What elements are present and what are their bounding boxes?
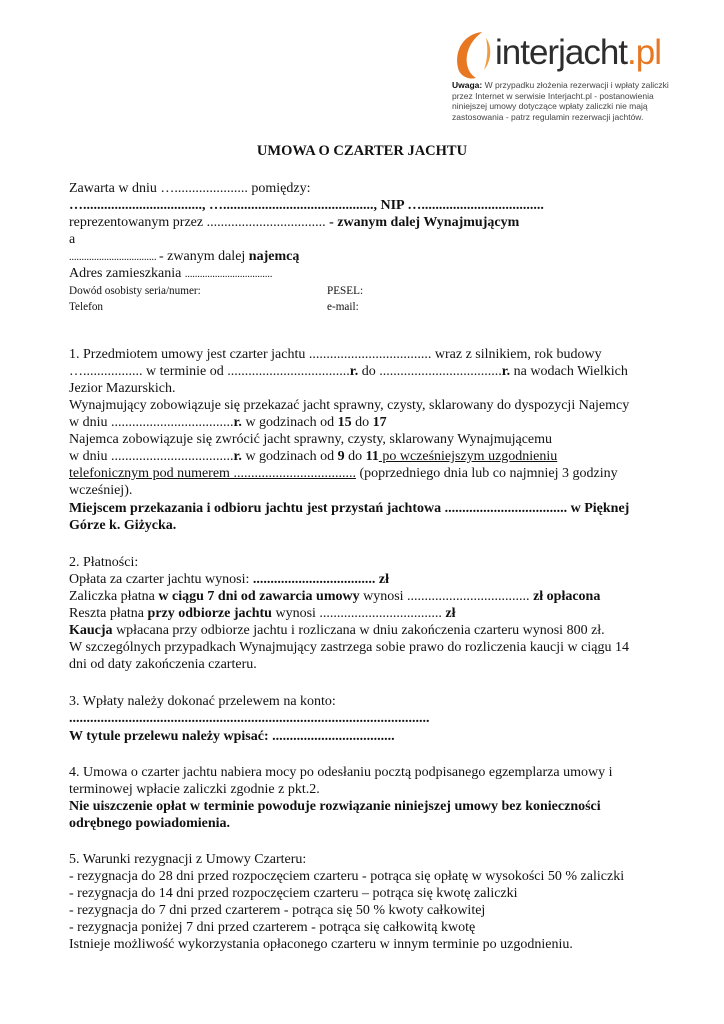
s1-line-5: w dniu ...................................r. w godzinach od 15 do 17 [69, 415, 387, 430]
email-label: e-mail: [327, 301, 359, 313]
s4-line-4: odrębnego powiadomienia. [69, 816, 231, 831]
note-line-3: niniejszej umowy dotyczące wpłaty zaliczki nie mają [452, 101, 648, 111]
s5-line-2: - rezygnacja do 28 dni przed rozpoczęciem czarteru - potrąca się opłatę w wysokości 50 % zaliczki [69, 869, 625, 884]
s2-line-4: Reszta płatna przy odbiorze jachtu wynosi ................................... zł [69, 606, 456, 621]
brand-main: interjacht [495, 33, 628, 72]
s1-line-1: 1. Przedmiotem umowy jest czarter jachtu ................................... wraz z silnikiem, rok budowy [69, 347, 602, 362]
note-line-4: zastosowania - patrz regulamin rezerwacji jachtów. [452, 111, 644, 122]
s2-line-5: Kaucja wpłacana przy odbiorze jachtu i rozliczana w dniu zakończenia czarteru wynosi 800 zł. [69, 623, 605, 638]
s1-line-4: Wynajmujący zobowiązuje się przekazać jacht sprawny, czysty, sklarowany do dyspozycji Najemcy [69, 398, 630, 413]
s1-line-6: Najemca zobowiązuje się zwrócić jacht sprawny, czysty, sklarowany Wynajmującemu [69, 432, 553, 447]
s5-line-4: - rezygnacja do 7 dni przed czarterem - potrąca się 50 % kwoty całkowitej [69, 903, 486, 918]
s1-line-10: Miejscem przekazania i odbioru jachtu jest przystań jachtowa ................................... w Pięknej [69, 501, 630, 516]
id-card-label: Dowód osobisty seria/numer: [69, 285, 201, 297]
brand-name [495, 33, 661, 73]
s5-line-6: Istnieje możliwość wykorzystania opłaconego czarteru w innym terminie po uzgodnieniu. [69, 937, 573, 952]
s5-line-3: - rezygnacja do 14 dni przed rozpoczęciem czarteru – potrąca się kwotę zaliczki [69, 886, 518, 901]
lessee-line: ................................... - zwanym dalej najemcą [69, 249, 300, 264]
s1-line-9: wcześniej). [69, 483, 133, 498]
phone-label: Telefon [69, 301, 104, 313]
s2-line-1: 2. Płatności: [69, 555, 139, 570]
s5-line-1: 5. Warunki rezygnacji z Umowy Czarteru: [69, 852, 307, 867]
party-name-line: ….................................., …..........................................., NIP …................................... [69, 198, 544, 213]
contract-date-line: Zawarta w dniu …..................... pomiędzy: [69, 181, 311, 196]
address-line: Adres zamieszkania ................................... [69, 266, 273, 281]
s3-line-1: 3. Wpłaty należy dokonać przelewem na konto: [69, 694, 336, 709]
document-title: UMOWA O CZARTER JACHTU [256, 143, 468, 159]
sail-logo-icon [452, 28, 500, 82]
s1-line-8: telefonicznym pod numerem ................................... (poprzedniego dnia lub co najmniej 3 godziny [69, 466, 618, 481]
represented-by-line: reprezentowanym przez .................................. - zwanym dalej Wynajmującym [69, 215, 520, 230]
s2-line-7: dni od daty zakończenia czarteru. [69, 657, 257, 672]
note-line-1: W przypadku złożenia rezerwacji i wpłaty zaliczki [482, 80, 669, 90]
s4-line-2: terminowej wpłacie zaliczki zgodnie z pkt.2. [69, 782, 320, 797]
s5-line-5: - rezygnacja poniżej 7 dni przed czarterem - potrąca się całkowitą kwotę [69, 920, 476, 935]
s2-line-3: Zaliczka płatna w ciągu 7 dni od zawarcia umowy wynosi ................................... zł opłacona [69, 589, 601, 604]
s1-line-2: …................. w terminie od ...................................r. do ...................................r. na wodach Wielkich [69, 364, 628, 379]
s2-line-6: W szczególnych przypadkach Wynajmujący zastrzega sobie prawo do rozliczenia kaucji w ciągu 14 [69, 640, 629, 655]
s4-line-1: 4. Umowa o czarter jachtu nabiera mocy po odesłaniu pocztą podpisanego egzemplarza umowy i [69, 765, 613, 780]
note-label: Uwaga: [452, 80, 483, 90]
note-line-2: przez Internet w serwisie Interjacht.pl - postanowienia [452, 90, 654, 101]
note-box [452, 80, 692, 122]
pesel-label: PESEL: [327, 285, 364, 297]
s1-line-7: w dniu ...................................r. w godzinach od 9 do 11 po wcześniejszym uzgodnieniu [69, 449, 558, 464]
s2-line-2: Opłata za czarter jachtu wynosi: ................................... zł [69, 572, 389, 587]
s3-line-3: W tytule przelewu należy wpisać: ................................... [69, 729, 395, 744]
s4-line-3: Nie uiszczenie opłat w terminie powoduje rozwiązanie niniejszej umowy bez konieczności [69, 799, 601, 814]
s1-line-11: Górze k. Giżycka. [69, 518, 177, 533]
s1-line-3: Jezior Mazurskich. [69, 381, 176, 396]
conjunction-a: a [69, 232, 76, 247]
brand-tld: .pl [627, 33, 661, 72]
s3-line-2: ....................................................................................................... [69, 711, 430, 726]
